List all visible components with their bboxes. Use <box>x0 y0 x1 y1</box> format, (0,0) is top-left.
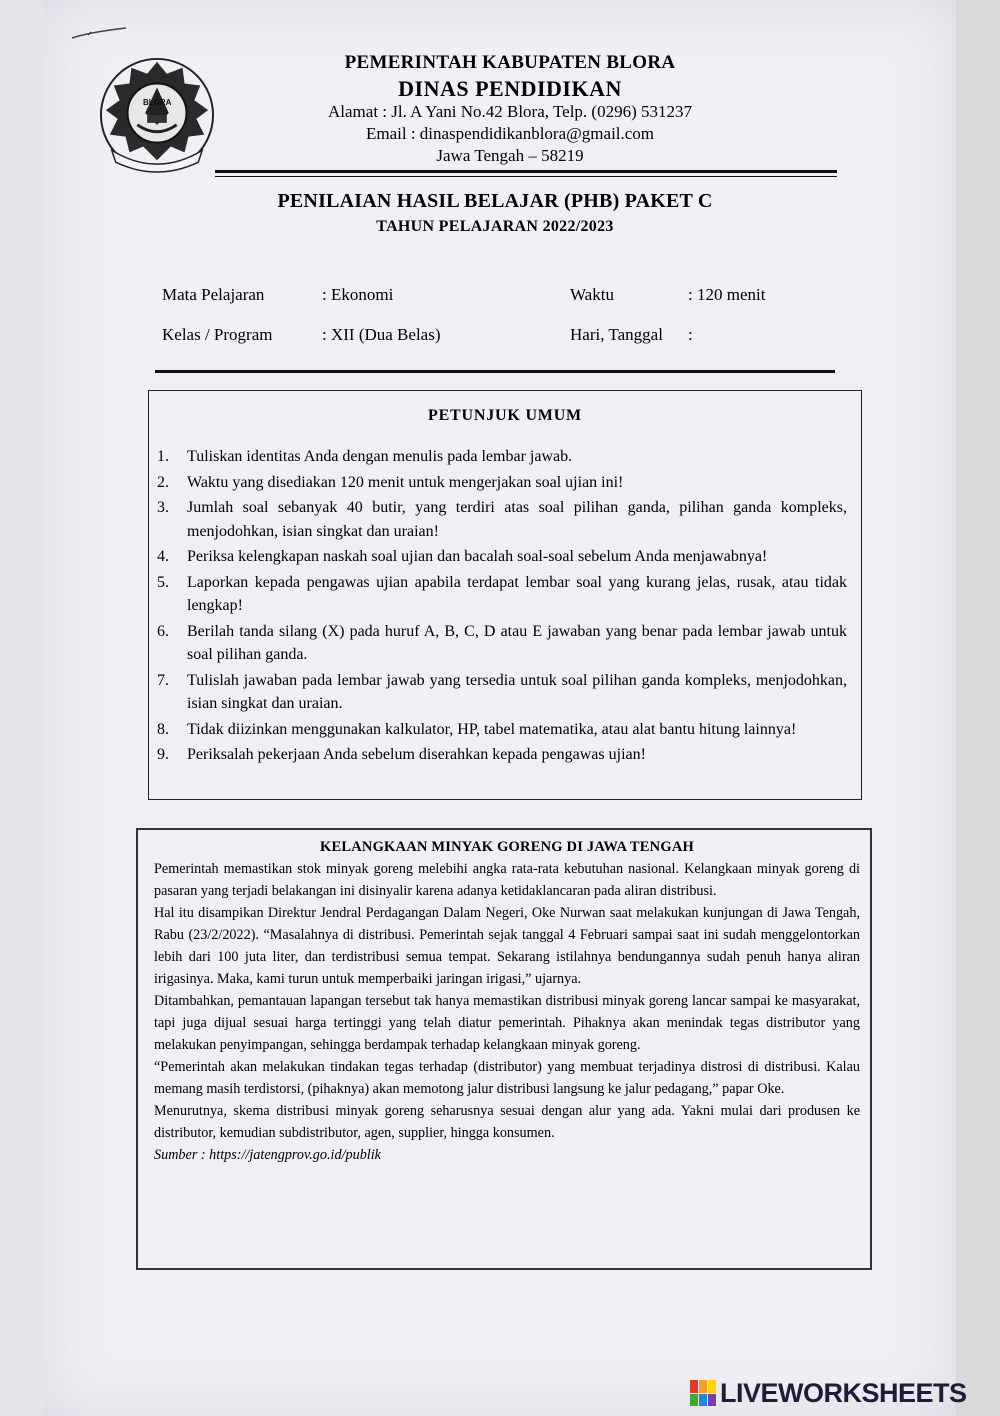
instruction-number: 8. <box>157 720 169 738</box>
instruction-text: Tulislah jawaban pada lembar jawab yang tersedia untuk soal pilihan ganda kompleks, menjodohkan, isian singkat dan uraian. <box>187 671 847 712</box>
address-line: Alamat : Jl. A Yani No.42 Blora, Telp. (0296) 531237 <box>328 102 692 121</box>
passage-title: KELANGKAAN MINYAK GORENG DI JAWA TENGAH <box>320 839 694 855</box>
instructions-list <box>149 445 861 769</box>
passage-paragraph: Hal itu disampikan Direktur Jendral Perdagangan Dalam Negeri, Oke Nurwan saat melakukan kunjungan di Jawa Tengah, Rabu (23/2/2022). “Masalahnya di distribusi. Pemerintah sejak tanggal 4 Februari sampai saat ini sudah menggelontorkan lebih dari 100 juta liter, dan terdistribusi semua tempat. Sekarang istilahnya bendungannya sudah penuh hanya aliran irigasinya. Maka, kami turun untuk memperbaiki jaringan irigasi,” ujarnya. <box>154 905 860 987</box>
liveworksheets-logo-icon <box>690 1380 716 1406</box>
meta-divider <box>155 370 835 373</box>
class-value: : XII (Dua Belas) <box>322 325 441 344</box>
scan-left-edge <box>0 0 44 1416</box>
instruction-number: 4. <box>157 548 169 565</box>
instruction-number: 1. <box>157 448 169 465</box>
instruction-item <box>149 496 861 543</box>
subject-label: Mata Pelajaran <box>162 285 265 304</box>
liveworksheets-brand[interactable] <box>690 1376 996 1410</box>
instruction-number: 6. <box>157 622 169 640</box>
instruction-text: Periksa kelengkapan naskah soal ujian dan bacalah soal-soal sebelum Anda menjawabnya! <box>187 548 768 565</box>
instructions-title: PETUNJUK UMUM <box>428 407 582 424</box>
instruction-item <box>149 571 861 618</box>
class-label: Kelas / Program <box>162 325 273 344</box>
general-instructions-box <box>148 390 862 800</box>
instruction-item <box>149 545 861 569</box>
time-value: : 120 menit <box>688 285 766 304</box>
instruction-number: 2. <box>157 473 169 491</box>
date-label: Hari, Tanggal <box>570 325 663 344</box>
instruction-item <box>149 718 861 742</box>
instruction-text: Laporkan kepada pengawas ujian apabila terdapat lembar soal yang kurang jelas, rusak, atau tidak lengkap! <box>187 573 847 614</box>
instruction-number: 7. <box>157 671 169 689</box>
passage-paragraph: Ditambahkan, pemantauan lapangan tersebut tak hanya memastikan distribusi minyak goreng lancar sampai ke masyarakat, tapi juga dijual sesuai harga tertinggi yang telah diatur pemerintah. Pihaknya akan menindak tegas distributor yang melakukan penyimpangan, sehingga berdampak terhadap kelangkaan minyak goreng. <box>154 993 860 1053</box>
date-value: : <box>688 325 693 344</box>
header-divider <box>215 170 837 173</box>
instruction-number: 9. <box>157 746 169 763</box>
scan-right-edge <box>956 0 1000 1416</box>
instruction-item <box>149 743 861 767</box>
reading-passage-box <box>136 828 872 1270</box>
instruction-item <box>149 471 861 495</box>
instruction-item <box>149 620 861 667</box>
instruction-text: Periksalah pekerjaan Anda sebelum diserahkan kepada pengawas ujian! <box>187 746 646 763</box>
government-name: PEMERINTAH KABUPATEN BLORA <box>344 52 676 73</box>
passage-source: Sumber : https://jatengprov.go.id/publik <box>154 1147 381 1163</box>
exam-year: TAHUN PELAJARAN 2022/2023 <box>376 218 614 235</box>
exam-title: PENILAIAN HASIL BELAJAR (PHB) PAKET C <box>277 190 713 212</box>
instruction-text: Waktu yang disediakan 120 menit untuk mengerjakan soal ujian ini! <box>187 473 624 491</box>
province-line: Jawa Tengah – 58219 <box>436 146 584 165</box>
passage-paragraph: Menurutnya, skema distribusi minyak goreng seharusnya sesuai dengan alur yang ada. Yakni mulai dari produsen ke distributor, kemudian subdistributor, agen, supplier, hingga konsumen. <box>154 1103 860 1141</box>
instruction-item <box>149 445 861 469</box>
logo-text: BLORA <box>143 98 172 107</box>
instruction-text: Berilah tanda silang (X) pada huruf A, B, C, D atau E jawaban yang benar pada lembar jawab untuk soal pilihan ganda. <box>187 622 847 663</box>
instruction-number: 3. <box>157 499 169 516</box>
instruction-text: Tidak diizinkan menggunakan kalkulator, HP, tabel matematika, atau alat bantu hitung lainnya! <box>187 720 797 738</box>
passage-paragraph: Pemerintah memastikan stok minyak goreng melebihi angka rata-rata kebutuhan nasional. Kelangkaan minyak goreng di pasaran yang terjadi belakangan ini disinyalir karena adanya ketidaklancaran pada aliran distribusi. <box>154 861 860 899</box>
department-name: DINAS PENDIDIKAN <box>398 76 622 101</box>
instruction-item <box>149 669 861 716</box>
time-label: Waktu <box>570 285 614 304</box>
instruction-text: Jumlah soal sebanyak 40 butir, yang terdiri atas soal pilihan ganda, pilihan ganda kompleks, menjodohkan, isian singkat dan uraian! <box>187 499 847 540</box>
instruction-number: 5. <box>157 573 169 591</box>
instruction-text: Tuliskan identitas Anda dengan menulis pada lembar jawab. <box>187 448 573 465</box>
blora-emblem-logo <box>98 56 216 174</box>
passage-paragraph: “Pemerintah akan melakukan tindakan tegas terhadap (distributor) yang membuat terjadinya distrosi di distribusi. Kalau memang masih terdistorsi, (pihaknya) akan memotong jalur distribusi langsung ke jalur pedagang,” papar Oke. <box>154 1059 860 1097</box>
header-divider-thin <box>215 176 837 177</box>
pen-mark <box>70 26 128 40</box>
liveworksheets-wordmark: LIVEWORKSHEETS <box>720 1377 967 1408</box>
email-line: Email : dinaspendidikanblora@gmail.com <box>365 124 655 143</box>
subject-value: : Ekonomi <box>322 285 394 304</box>
